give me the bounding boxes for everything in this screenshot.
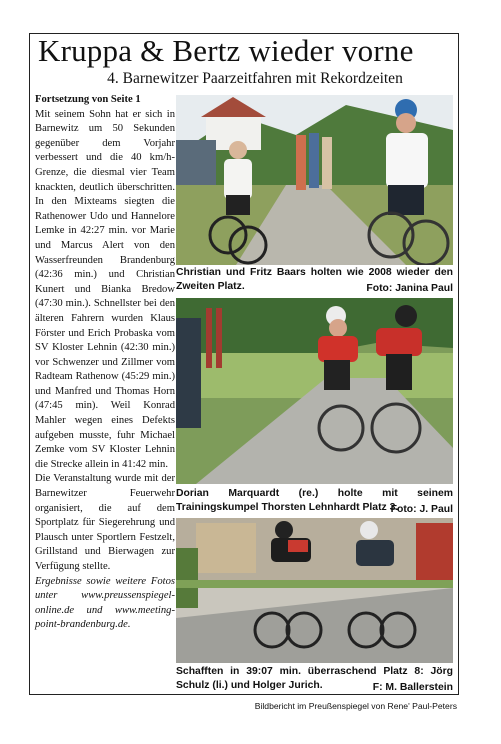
photo-2-credit: Foto: J. Paul	[390, 504, 453, 515]
photo-3	[176, 518, 453, 663]
results-note: Ergebnisse sowie weitere Fotos unter www.preussenspiegel-online.de und www.meeting-point-brandenburg.de.	[35, 575, 175, 631]
photo-1-credit: Foto: Janina Paul	[366, 283, 453, 294]
headline: Kruppa & Bertz wieder vorne	[38, 33, 414, 68]
photo-3-caption-block	[176, 665, 453, 695]
page-footer: Bildbericht im Preußenspiegel von Rene' Paul-Peters	[254, 701, 457, 711]
body-paragraph-1: Mit seinem Sohn hat er sich in Barnewitz um 50 Sekunden gegenüber dem Vorjahr verbessert und die 40 km/h-Grenze, die diesmal vier Team knackten, deutlich überschritten. In den Mixteams siegten die Rathenower Udo und Hannelore Lemke in 42:27 min. vor Marie und Marcus Alert von den Wasserfreunden Brandenburg (42:36 min.) und Christian Kunert und Bianka Bredow (47:30 min.). Schnellster bei den älteren Fahrern wurden Klaus Förster und Erich Probaska vom SV Kloster Lehnin (42:30 min.) vor Schwenzer und Zillmer vom Radteam Rathenow (45:29 min.) und Manfred und Thomas Horn (47:45 min). Weil Konrad Mahler wegen eines Defekts aufgeben musste, fuhr Michael Zemke vom SV Kloster Lehnin die Strecke allein in 41:42 min.	[35, 108, 175, 470]
photo-3-caption: Schafften in 39:07 min. überraschend Platz 8: Jörg Schulz (li.) und Holger Jurich.	[176, 666, 453, 691]
photo-1	[176, 95, 453, 265]
subheadline: 4. Barnewitzer Paarzeitfahren mit Rekordzeiten	[107, 70, 403, 87]
photo-2-caption: Dorian Marquardt (re.) holte mit seinem Trainingskumpel Thorsten Lehnhardt Platz 3.	[176, 488, 453, 513]
continuation-note: Fortsetzung von Seite 1	[35, 94, 141, 105]
article-body	[35, 93, 175, 633]
body-paragraph-2: Die Veranstaltung wurde mit der Barnewitzer Feuerwehr organisiert, die auf dem Sportplatz für Siegerehrung und Plausch unter Sportlern Festzelt, Grillstand und Bierwagen zur Verfügung stellte.	[35, 473, 175, 572]
photo-2	[176, 298, 453, 484]
photo-1-caption-block	[176, 266, 453, 296]
photo-2-caption-block	[176, 487, 453, 517]
photo-1-caption: Christian und Fritz Baars holten wie 2008 wieder den Zweiten Platz.	[176, 267, 453, 292]
photo-3-credit: F: M. Ballerstein	[372, 682, 453, 693]
